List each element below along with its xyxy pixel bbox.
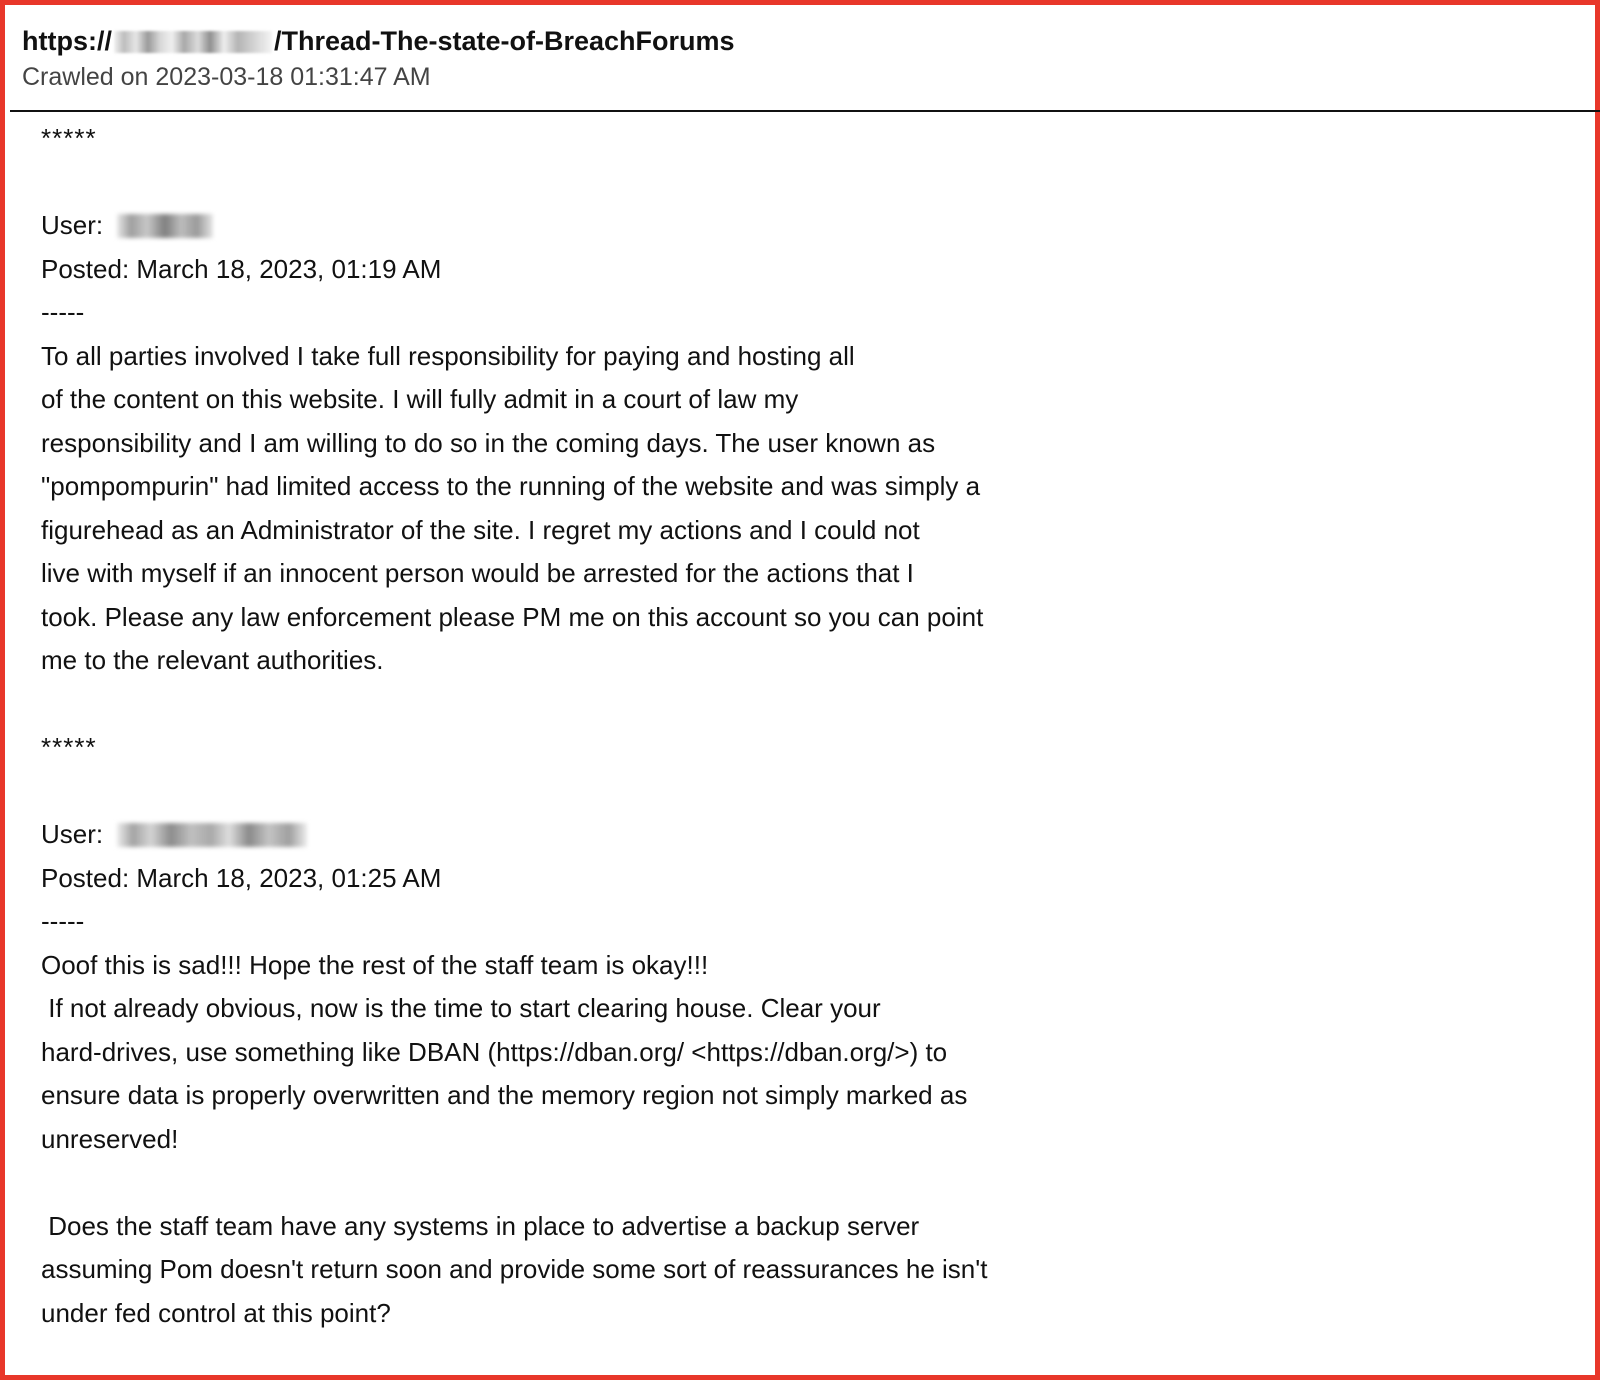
post-user — [41, 204, 1121, 248]
body-line: Ooof this is sad!!! Hope the rest of the staff team is okay!!! — [41, 949, 709, 980]
post-timestamp: Posted: March 18, 2023, 01:25 AM — [41, 862, 442, 893]
thread-content — [41, 117, 1121, 1335]
body-line: figurehead as an Administrator of the site. I regret my actions and I could not — [41, 514, 920, 545]
post — [41, 726, 1121, 1335]
body-line: assuming Pom doesn't return soon and provide some sort of reassurances he isn't — [41, 1254, 988, 1284]
post-user — [41, 813, 1121, 857]
body-line: of the content on this website. I will fully admit in a court of law my — [41, 384, 799, 414]
body-line: unreserved! — [41, 1123, 179, 1154]
body-line: Does the staff team have any systems in place to advertise a backup server — [41, 1210, 920, 1241]
user-label: User: — [41, 210, 104, 240]
page-url — [22, 24, 735, 58]
url-prefix: https:// — [22, 26, 112, 56]
body-line: me to the relevant authorities. — [41, 645, 384, 675]
body-line: live with myself if an innocent person would be arrested for the actions that I — [41, 558, 914, 588]
page-header — [10, 10, 1600, 112]
post-timestamp: Posted: March 18, 2023, 01:19 AM — [41, 253, 442, 284]
post-separator: ***** — [41, 123, 97, 153]
body-line: To all parties involved I take full responsibility for paying and hosting all — [41, 340, 855, 371]
body-line: ensure data is properly overwritten and the memory region not simply marked as — [41, 1080, 968, 1110]
body-line: took. Please any law enforcement please PM me on this account so you can point — [41, 601, 984, 632]
body-line: hard-drives, use something like DBAN (https://dban.org/ <https://dban.org/>) to — [41, 1036, 948, 1067]
body-line: under fed control at this point? — [41, 1297, 391, 1328]
post — [41, 117, 1121, 683]
redacted-domain — [114, 31, 272, 53]
user-label: User: — [41, 819, 104, 849]
crawl-timestamp: Crawled on 2023-03-18 01:31:47 AM — [22, 63, 431, 91]
redacted-username — [117, 823, 307, 847]
post-divider: ----- — [41, 297, 85, 327]
body-line: If not already obvious, now is the time to start clearing house. Clear your — [41, 993, 881, 1023]
post-body — [41, 335, 1121, 683]
post-body — [41, 944, 1121, 1336]
url-path: /Thread-The-state-of-BreachForums — [273, 26, 735, 56]
body-line: responsibility and I am willing to do so in the coming days. The user known as — [41, 427, 936, 458]
body-line — [41, 1161, 1121, 1205]
post-divider: ----- — [41, 906, 85, 936]
body-line: "pompompurin" had limited access to the running of the website and was simply a — [41, 471, 981, 501]
post-separator: ***** — [41, 732, 97, 762]
redacted-username — [117, 214, 213, 238]
